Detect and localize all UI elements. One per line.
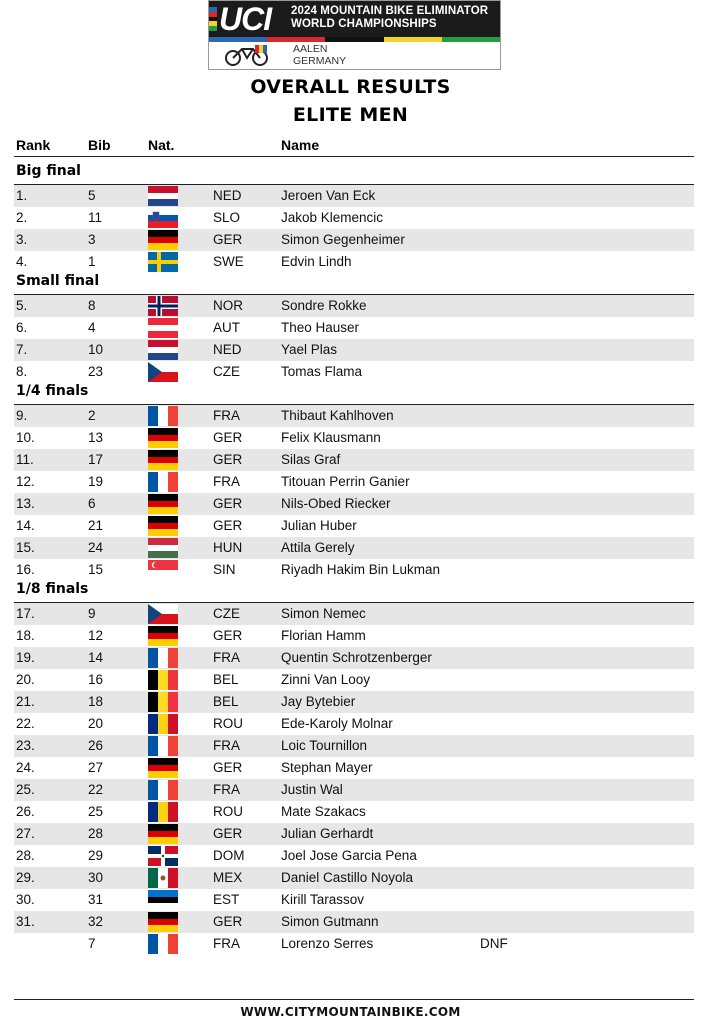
flag-icon-cze [148, 362, 178, 382]
bib-cell: 11 [88, 210, 103, 225]
name-cell: Thibaut Kahlhoven [281, 408, 394, 423]
rank-cell: 17. [16, 606, 35, 621]
table-row [14, 933, 694, 955]
bib-cell: 23 [88, 364, 104, 379]
nation-cell: CZE [213, 364, 240, 379]
flag-icon-aut [148, 318, 178, 338]
bib-cell: 16 [88, 672, 104, 687]
flag-icon-rou [148, 802, 178, 822]
event-logo [208, 0, 501, 70]
nation-cell: NED [213, 342, 242, 357]
flag-icon-mex [148, 868, 178, 888]
table-row [14, 185, 694, 207]
bib-cell: 20 [88, 716, 104, 731]
table-row [14, 361, 694, 383]
table-row [14, 207, 694, 229]
rank-cell: 27. [16, 826, 35, 841]
table-row [14, 405, 694, 427]
bib-cell: 29 [88, 848, 104, 863]
table-row [14, 845, 694, 867]
name-cell: Kirill Tarassov [281, 892, 365, 907]
rank-cell: 8. [16, 364, 28, 379]
rank-cell: 1. [16, 188, 28, 203]
bib-cell: 8 [88, 298, 96, 313]
name-cell: Jeroen Van Eck [281, 188, 376, 203]
rank-cell: 15. [16, 540, 35, 555]
bib-cell: 12 [88, 628, 104, 643]
column-header-name: Name [281, 137, 320, 153]
rank-cell: 2. [16, 210, 28, 225]
name-cell: Attila Gerely [281, 540, 355, 555]
name-cell: Yael Plas [281, 342, 338, 357]
flag-icon-ned [148, 340, 178, 360]
flag-icon-bel [148, 670, 178, 690]
rank-cell: 22. [16, 716, 35, 731]
name-cell: Stephan Mayer [281, 760, 373, 775]
name-cell: Ede-Karoly Molnar [281, 716, 393, 731]
rank-cell: 10. [16, 430, 35, 445]
table-row [14, 735, 694, 757]
table-row [14, 427, 694, 449]
bib-cell: 17 [88, 452, 104, 467]
name-cell: Zinni Van Looy [281, 672, 371, 687]
name-cell: Daniel Castillo Noyola [281, 870, 414, 885]
nation-cell: ROU [213, 804, 243, 819]
name-cell: Jay Bytebier [281, 694, 356, 709]
table-row [14, 911, 694, 933]
nation-cell: SWE [213, 254, 244, 269]
footer-url: WWW.CITYMOUNTAINBIKE.COM [240, 1005, 461, 1019]
flag-icon-slo [148, 208, 178, 228]
flag-icon-cze [148, 604, 178, 624]
bib-cell: 9 [88, 606, 96, 621]
nation-cell: GER [213, 518, 243, 533]
rank-cell: 25. [16, 782, 35, 797]
name-cell: Loic Tournillon [281, 738, 368, 753]
table-row [14, 229, 694, 251]
name-cell: Florian Hamm [281, 628, 366, 643]
flag-icon-est [148, 890, 178, 910]
bib-cell: 1 [88, 254, 96, 269]
bib-cell: 22 [88, 782, 104, 797]
flag-icon-fra [148, 736, 178, 756]
rank-cell: 31. [16, 914, 35, 929]
table-row [14, 801, 694, 823]
name-cell: Justin Wal [281, 782, 343, 797]
rank-cell: 24. [16, 760, 35, 775]
page-subtitle: ELITE MEN [292, 104, 409, 126]
section-title: 1/4 finals [16, 383, 89, 399]
section-title: Big final [16, 163, 81, 179]
host-country: GERMANY [293, 55, 347, 67]
nation-cell: SLO [213, 210, 241, 225]
bib-cell: 6 [88, 496, 96, 511]
flag-icon-ger [148, 758, 178, 778]
table-row [14, 537, 694, 559]
nation-cell: FRA [213, 936, 240, 951]
table-row [14, 669, 694, 691]
nation-cell: NOR [213, 298, 243, 313]
bib-cell: 27 [88, 760, 104, 775]
rainbow-band [209, 37, 500, 42]
name-cell: Mate Szakacs [281, 804, 366, 819]
bib-cell: 15 [88, 562, 104, 577]
rank-cell: 28. [16, 848, 35, 863]
column-header-nat: Nat. [148, 137, 175, 153]
rank-cell: 29. [16, 870, 35, 885]
flag-icon-rou [148, 714, 178, 734]
page-title: OVERALL RESULTS [250, 76, 451, 98]
nation-cell: EST [213, 892, 240, 907]
bib-cell: 28 [88, 826, 104, 841]
rank-cell: 16. [16, 562, 35, 577]
flag-icon-dom [148, 846, 178, 866]
column-header-rank: Rank [16, 137, 51, 153]
bib-cell: 26 [88, 738, 104, 753]
bib-cell: 21 [88, 518, 104, 533]
table-row [14, 317, 694, 339]
bib-cell: 3 [88, 232, 96, 247]
flag-icon-fra [148, 934, 178, 954]
table-row [14, 471, 694, 493]
rank-cell: 26. [16, 804, 35, 819]
name-cell: Felix Klausmann [281, 430, 381, 445]
table-row [14, 295, 694, 317]
bib-cell: 5 [88, 188, 96, 203]
rainbow-stripe-left [209, 7, 217, 31]
bib-cell: 18 [88, 694, 104, 709]
nation-cell: BEL [213, 694, 239, 709]
rank-cell: 14. [16, 518, 35, 533]
nation-cell: ROU [213, 716, 243, 731]
nation-cell: DOM [213, 848, 245, 863]
nation-cell: SIN [213, 562, 236, 577]
table-row [14, 251, 694, 273]
section-title: Small final [16, 273, 100, 289]
rank-cell: 13. [16, 496, 35, 511]
table-row [14, 515, 694, 537]
header-rule [14, 156, 694, 157]
table-row [14, 823, 694, 845]
championship-title-line1: 2024 MOUNTAIN BIKE ELIMINATOR [291, 5, 489, 17]
rank-cell: 20. [16, 672, 35, 687]
name-cell: Lorenzo Serres [281, 936, 374, 951]
name-cell: Simon Nemec [281, 606, 366, 621]
name-cell: Julian Huber [281, 518, 357, 533]
name-cell: Edvin Lindh [281, 254, 352, 269]
table-row [14, 889, 694, 911]
rank-cell: 12. [16, 474, 35, 489]
table-row [14, 339, 694, 361]
nation-cell: MEX [213, 870, 243, 885]
nation-cell: FRA [213, 650, 240, 665]
flag-icon-ger [148, 824, 178, 844]
nation-cell: GER [213, 232, 243, 247]
name-cell: Quentin Schrotzenberger [281, 650, 432, 665]
name-cell: Joel Jose Garcia Pena [281, 848, 417, 863]
rank-cell: 6. [16, 320, 28, 335]
flag-icon-hun [148, 538, 178, 558]
name-cell: Theo Hauser [281, 320, 360, 335]
rank-cell: 19. [16, 650, 35, 665]
flag-icon-nor [148, 296, 178, 316]
nation-cell: FRA [213, 782, 240, 797]
bib-cell: 19 [88, 474, 104, 489]
host-location [293, 43, 346, 67]
table-row [14, 691, 694, 713]
rank-cell: 3. [16, 232, 28, 247]
flag-icon-bel [148, 692, 178, 712]
name-cell: Simon Gegenheimer [281, 232, 405, 247]
championship-title-line2: WORLD CHAMPIONSHIPS [291, 18, 437, 30]
bike-icon [223, 43, 271, 67]
bib-cell: 10 [88, 342, 104, 357]
bib-cell: 2 [88, 408, 96, 423]
nation-cell: HUN [213, 540, 243, 555]
championship-title [291, 5, 488, 31]
name-cell: Silas Graf [281, 452, 341, 467]
nation-cell: GER [213, 452, 243, 467]
flag-icon-ger [148, 450, 178, 470]
nation-cell: GER [213, 826, 243, 841]
section-title: 1/8 finals [16, 581, 89, 597]
logo-banner [209, 1, 500, 37]
table-row [14, 625, 694, 647]
flag-icon-sin [148, 560, 178, 580]
rank-cell: 21. [16, 694, 35, 709]
flag-icon-ger [148, 230, 178, 250]
nation-cell: CZE [213, 606, 240, 621]
nation-cell: GER [213, 628, 243, 643]
bib-cell: 25 [88, 804, 104, 819]
uci-brand: UCI [219, 1, 272, 37]
flag-icon-swe [148, 252, 178, 272]
table-row [14, 867, 694, 889]
table-row [14, 779, 694, 801]
table-row [14, 713, 694, 735]
flag-icon-ger [148, 516, 178, 536]
flag-icon-fra [148, 472, 178, 492]
table-row [14, 603, 694, 625]
flag-icon-ned [148, 186, 178, 206]
nation-cell: AUT [213, 320, 240, 335]
name-cell: Julian Gerhardt [281, 826, 374, 841]
name-cell: Sondre Rokke [281, 298, 367, 313]
footer-rule [14, 999, 694, 1000]
bib-cell: 31 [88, 892, 104, 907]
bib-cell: 24 [88, 540, 104, 555]
nation-cell: GER [213, 430, 243, 445]
nation-cell: GER [213, 914, 243, 929]
flag-icon-ger [148, 626, 178, 646]
bib-cell: 4 [88, 320, 96, 335]
rank-cell: 30. [16, 892, 35, 907]
bib-cell: 32 [88, 914, 104, 929]
name-cell: Simon Gutmann [281, 914, 379, 929]
name-cell: Jakob Klemencic [281, 210, 384, 225]
bib-cell: 7 [88, 936, 96, 951]
nation-cell: BEL [213, 672, 239, 687]
name-cell: Titouan Perrin Ganier [281, 474, 410, 489]
table-row [14, 559, 694, 581]
rank-cell: 5. [16, 298, 28, 313]
bib-cell: 13 [88, 430, 104, 445]
table-row [14, 757, 694, 779]
nation-cell: FRA [213, 408, 240, 423]
bib-cell: 30 [88, 870, 104, 885]
table-row [14, 493, 694, 515]
column-header-bib: Bib [88, 137, 111, 153]
flag-icon-ger [148, 428, 178, 448]
rank-cell: 18. [16, 628, 35, 643]
name-cell: Tomas Flama [281, 364, 363, 379]
name-cell: Riyadh Hakim Bin Lukman [281, 562, 441, 577]
nation-cell: GER [213, 496, 243, 511]
rank-cell: 4. [16, 254, 28, 269]
flag-icon-ger [148, 912, 178, 932]
rank-cell: 11. [16, 452, 34, 467]
bib-cell: 14 [88, 650, 104, 665]
flag-icon-ger [148, 494, 178, 514]
flag-icon-fra [148, 780, 178, 800]
nation-cell: NED [213, 188, 242, 203]
host-city: AALEN [293, 43, 328, 55]
nation-cell: GER [213, 760, 243, 775]
status-cell: DNF [480, 936, 508, 951]
table-row [14, 647, 694, 669]
rank-cell: 7. [16, 342, 28, 357]
nation-cell: FRA [213, 738, 240, 753]
table-row [14, 449, 694, 471]
flag-icon-fra [148, 648, 178, 668]
rank-cell: 9. [16, 408, 28, 423]
flag-icon-fra [148, 406, 178, 426]
rank-cell: 23. [16, 738, 35, 753]
name-cell: Nils-Obed Riecker [281, 496, 391, 511]
nation-cell: FRA [213, 474, 240, 489]
